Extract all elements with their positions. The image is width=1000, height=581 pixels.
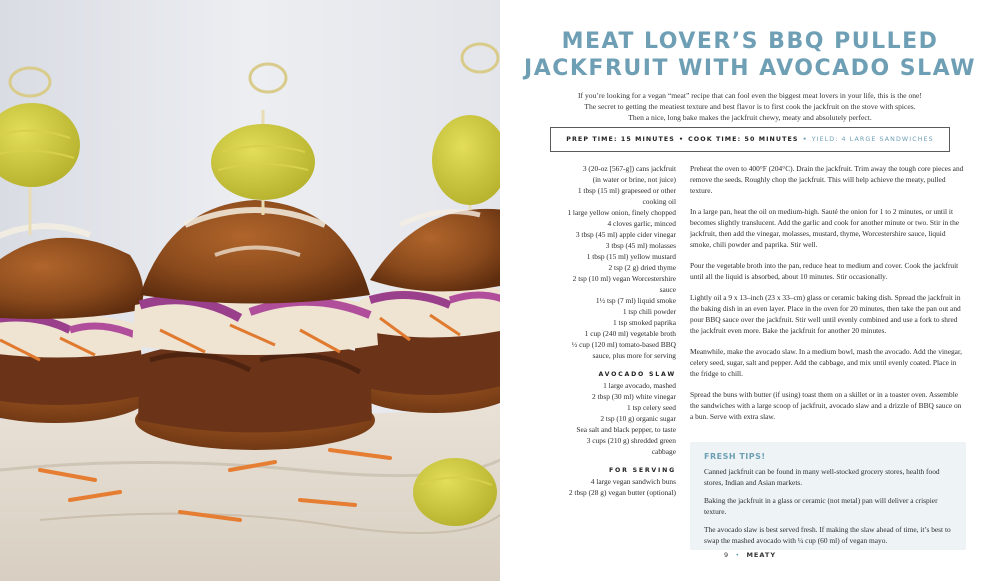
ingredient-line: 1 large yellow onion, finely chopped xyxy=(567,208,676,217)
intro-line: The secret to getting the meatiest texture and best flavor is to first cook the jackfruit on the stove with spices. xyxy=(584,102,916,111)
recipe-title-line-1: MEAT LOVER’S BBQ PULLED xyxy=(561,29,939,54)
ingredients-serving xyxy=(540,476,676,498)
page-footer xyxy=(500,551,1000,559)
fresh-tips-box xyxy=(690,442,966,550)
timing-separator: • xyxy=(802,136,808,143)
recipe-page xyxy=(500,0,1000,581)
ingredient-line: cabbage xyxy=(651,447,676,456)
directions xyxy=(690,163,966,432)
tip-item: Canned jackfruit can be found in many well-stocked grocery stores, health food stores, Indian and Asian markets. xyxy=(704,467,940,487)
cook-time: COOK TIME: 50 MINUTES xyxy=(688,136,799,143)
page-number: 9 xyxy=(723,551,729,559)
slaw-heading: AVOCADO SLAW xyxy=(598,371,676,378)
ingredient-line: 1 tsp celery seed xyxy=(626,403,676,412)
timing-separator: • xyxy=(678,136,685,143)
direction-step: In a large pan, heat the oil on medium-high. Sauté the onion for 1 to 2 minutes, or until it becomes slightly translucent. Add the garlic and cook for another minute or two. Stir in the jackfruit, then add the vinegar, molasses, mustard, thyme, Worcestershire sauce, liquid smoke, chili powder and paprika. Stir well. xyxy=(690,207,960,249)
recipe-intro xyxy=(540,90,960,123)
ingredient-line: 1 cup (240 ml) vegetable broth xyxy=(584,329,676,338)
footer-dot: • xyxy=(735,551,740,559)
ingredient-line: ½ cup (120 ml) tomato-based BBQ xyxy=(571,340,676,349)
tip-item: Baking the jackfruit in a glass or ceramic (not metal) pan will deliver a crispier texture. xyxy=(704,496,938,516)
direction-step: Preheat the oven to 400°F (204°C). Drain the jackfruit. Trim away the tough core pieces and remove the seeds. Roughly chop the jackfruit. This will help achieve the meaty, pulled texture. xyxy=(690,164,964,195)
tips-heading: FRESH TIPS! xyxy=(704,452,766,461)
prep-time: PREP TIME: 15 MINUTES xyxy=(566,136,675,143)
ingredient-line: 1 tbsp (15 ml) yellow mustard xyxy=(586,252,676,261)
ingredient-line: 1 large avocado, mashed xyxy=(603,381,676,390)
ingredient-line: 2 tbsp (28 g) vegan butter (optional) xyxy=(568,488,676,497)
intro-line: Then a nice, long bake makes the jackfruit chewy, meaty and absolutely perfect. xyxy=(628,113,872,122)
recipe-title-line-2: JACKFRUIT WITH AVOCADO SLAW xyxy=(524,56,976,81)
tip-item: The avocado slaw is best served fresh. If making the slaw ahead of time, it’s best to swap the mashed avocado with ¼ cup (60 ml) of vegan mayo. xyxy=(704,525,951,545)
ingredients-slaw xyxy=(540,380,676,457)
intro-line: If you’re looking for a vegan “meat” recipe that can fool even the biggest meat lovers in your life, this is the one! xyxy=(578,91,922,100)
recipe-title xyxy=(520,28,980,82)
ingredient-line: Sea salt and black pepper, to taste xyxy=(576,425,676,434)
ingredient-line: 3 tbsp (45 ml) apple cider vinegar xyxy=(575,230,676,239)
ingredients-main xyxy=(540,163,676,361)
ingredient-line: cooking oil xyxy=(642,197,676,206)
ingredient-line: sauce, plus more for serving xyxy=(592,351,676,360)
ingredient-line: 2 tsp (10 g) organic sugar xyxy=(600,414,676,423)
ingredient-line: 2 tsp (2 g) dried thyme xyxy=(608,263,676,272)
ingredient-line: 4 cloves garlic, minced xyxy=(607,219,676,228)
ingredients-list xyxy=(540,163,676,498)
ingredient-line: 2 tsp (10 ml) vegan Worcestershire xyxy=(572,274,676,283)
section-name: MEATY xyxy=(746,551,777,559)
timing-bar xyxy=(550,127,950,152)
ingredient-line: 3 cups (210 g) shredded green xyxy=(586,436,676,445)
ingredient-line: 1 tsp smoked paprika xyxy=(612,318,676,327)
direction-step: Meanwhile, make the avocado slaw. In a medium bowl, mash the avocado. Add the vinegar, celery seed, sugar, salt and pepper. Add the cabbage, and mix until evenly coated. Place in the fridge to chill. xyxy=(690,347,962,378)
ingredient-line: 1 tsp chili powder xyxy=(622,307,676,316)
ingredient-line: 3 tbsp (45 ml) molasses xyxy=(605,241,676,250)
direction-step: Pour the vegetable broth into the pan, reduce heat to medium and cover. Cook the jackfruit until all the liquid is absorbed, about 10 minutes. Stir occasionally. xyxy=(690,261,959,281)
yield: YIELD: 4 LARGE SANDWICHES xyxy=(811,136,934,143)
ingredient-line: 3 (20-oz [567-g]) cans jackfruit xyxy=(582,164,676,173)
ingredient-line: 4 large vegan sandwich buns xyxy=(590,477,676,486)
serving-heading: FOR SERVING xyxy=(608,467,676,474)
ingredient-line: 1½ tsp (7 ml) liquid smoke xyxy=(595,296,676,305)
ingredient-line: 1 tbsp (15 ml) grapeseed or other xyxy=(577,186,676,195)
direction-step: Spread the buns with butter (if using) toast them on a skillet or in a toaster oven. Assemble the sandwiches with a large scoop of jackfruit, avocado slaw and a drizzle of BBQ sauce on a bun. Serve with extra slaw. xyxy=(690,390,962,421)
ingredient-line: 2 tbsp (30 ml) white vinegar xyxy=(592,392,676,401)
direction-step: Lightly oil a 9 x 13–inch (23 x 33–cm) glass or ceramic baking dish. Spread the jackfruit in the baking dish in an even layer. Place in the oven for 20 minutes, then take the pan out and pour BBQ sauce over the jackfruit. Stir well until evenly combined and use a fork to shred the jackfruit even more. Bake the jackfruit for another 20 minutes. xyxy=(690,293,961,335)
ingredient-line: sauce xyxy=(659,285,676,294)
ingredient-line: (in water or brine, not juice) xyxy=(592,175,676,184)
